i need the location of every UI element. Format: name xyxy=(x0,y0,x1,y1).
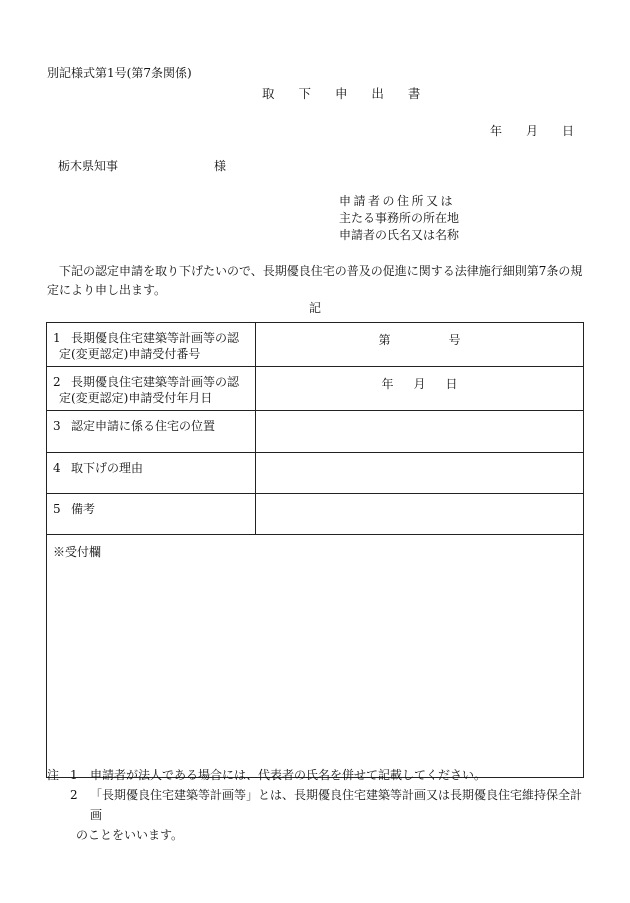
table-row xyxy=(47,494,584,535)
applicant-name-label: 申請者の氏名又は名称 xyxy=(339,228,460,242)
applicant-office-label: 主たる事務所の所在地 xyxy=(339,211,460,225)
receipt-month-label: 月 xyxy=(413,377,426,391)
record-table xyxy=(46,322,584,778)
row-number: 4 xyxy=(53,461,61,475)
page-title: 取 下 申 出 書 xyxy=(262,86,431,101)
withdrawal-reason-field[interactable] xyxy=(256,453,584,494)
table-row xyxy=(47,323,584,367)
row-number: 3 xyxy=(53,419,61,433)
addressee-honorific: 様 xyxy=(214,159,227,173)
form-reference: 別記様式第1号(第7条関係) xyxy=(47,66,192,80)
table-row xyxy=(47,453,584,494)
addressee xyxy=(58,157,226,174)
note-number: 2 xyxy=(70,788,78,802)
table-row xyxy=(47,367,584,411)
receipt-date-field[interactable] xyxy=(256,367,584,411)
date-month-label: 月 xyxy=(526,124,539,138)
row-label-text: 定(変更認定)申請受付年月日 xyxy=(59,391,213,405)
ki-heading: 記 xyxy=(309,301,322,315)
addressee-name: 栃木県知事 xyxy=(58,159,119,173)
row-number: 5 xyxy=(53,502,61,516)
notes-prefix: 注 xyxy=(47,768,60,782)
receipt-number-prefix: 第 xyxy=(378,333,391,347)
table-row xyxy=(47,411,584,453)
row-label xyxy=(47,494,256,535)
housing-location-field[interactable] xyxy=(256,411,584,453)
row-label-text: 備考 xyxy=(71,502,96,516)
row-label xyxy=(47,411,256,453)
applicant-block xyxy=(339,193,479,244)
row-number: 2 xyxy=(53,375,61,389)
note-text: 申請者が法人である場合には、代表者の氏名を併せて記載してください。 xyxy=(90,768,487,782)
reception-row xyxy=(47,535,584,778)
row-label-text: 認定申請に係る住宅の位置 xyxy=(71,419,216,433)
row-label-text: 取下げの理由 xyxy=(71,461,144,475)
reception-label: ※受付欄 xyxy=(53,545,102,559)
note-item xyxy=(47,765,592,785)
row-label-text: 長期優良住宅建築等計画等の認 xyxy=(71,331,240,345)
note-text: 「長期優良住宅建築等計画等」とは、長期優良住宅建築等計画又は長期優良住宅維持保全計画 xyxy=(90,788,583,822)
notes xyxy=(47,765,592,845)
receipt-number-suffix: 号 xyxy=(448,333,461,347)
reception-field xyxy=(47,535,584,778)
date-line xyxy=(490,122,574,139)
row-label xyxy=(47,367,256,411)
receipt-day-label: 日 xyxy=(445,377,458,391)
date-day-label: 日 xyxy=(562,124,575,138)
note-item xyxy=(47,785,592,825)
note-text-continued: のことをいいます。 xyxy=(76,828,184,842)
note-number: 1 xyxy=(70,768,78,782)
intro-paragraph: 下記の認定申請を取り下げたいので、長期優良住宅の普及の促進に関する法律施行細則第7条の規定により申し出ます。 xyxy=(47,264,583,297)
date-year-label: 年 xyxy=(490,124,503,138)
remarks-field[interactable] xyxy=(256,494,584,535)
receipt-number-field[interactable] xyxy=(256,323,584,367)
applicant-address-label: 申請者の住所又は xyxy=(339,194,456,208)
row-label-text: 定(変更認定)申請受付番号 xyxy=(59,347,201,361)
row-label xyxy=(47,323,256,367)
row-number: 1 xyxy=(53,331,61,345)
receipt-year-label: 年 xyxy=(381,377,394,391)
row-label-text: 長期優良住宅建築等計画等の認 xyxy=(71,375,240,389)
row-label xyxy=(47,453,256,494)
